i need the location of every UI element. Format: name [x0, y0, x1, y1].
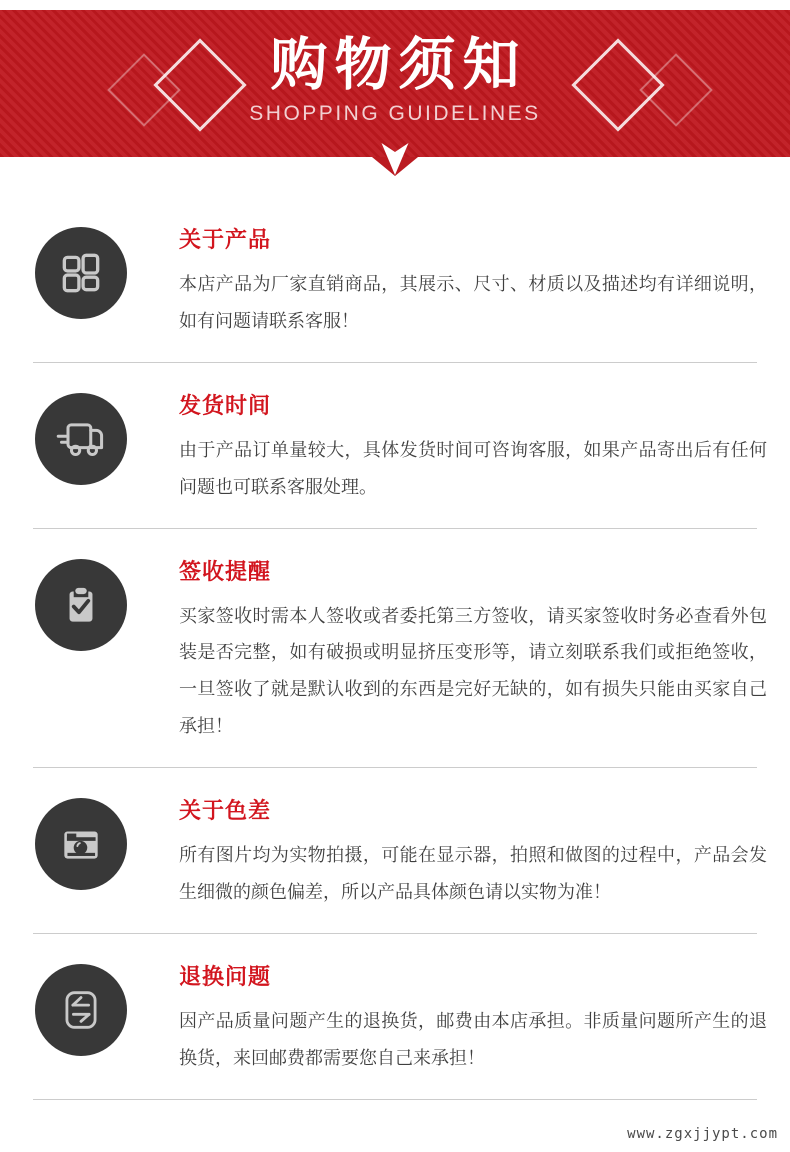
section-content: [179, 792, 767, 911]
section-text: 本店产品为厂家直销商品，其展示、尺寸、材质以及描述均有详细说明，如有问题请联系客服！: [179, 274, 767, 331]
section-shipping-time: [33, 363, 767, 529]
section-title: 退换问题: [179, 963, 272, 989]
page-title: 购物须知: [270, 33, 527, 97]
icon-circle: [35, 393, 127, 485]
section-content: [179, 958, 767, 1077]
section-color-difference: [33, 768, 767, 934]
section-text: 因产品质量问题产生的退换货，邮费由本店承担。非质量问题所产生的退换货，来回邮费都需要您自己来承担！: [179, 1010, 767, 1068]
exchange-icon: [55, 984, 107, 1036]
section-about-product: [33, 177, 767, 363]
section-text: 由于产品订单量较大，具体发货时间可咨询客服，如果产品寄出后有任何问题也可联系客服处理。: [179, 439, 767, 497]
footer: [0, 1100, 790, 1152]
icon-circle: [35, 964, 127, 1056]
page-subtitle: SHOPPING GUIDELINES: [249, 101, 541, 125]
section-receipt-reminder: [33, 529, 767, 769]
delivery-truck-icon: [55, 413, 107, 465]
clipboard-check-icon: [56, 580, 106, 630]
section-content: [179, 553, 767, 746]
header-banner-wrap: [0, 0, 790, 157]
section-returns: [33, 934, 767, 1100]
section-title: 发货时间: [179, 392, 272, 418]
section-content: [179, 387, 767, 506]
down-arrow-icon: [382, 143, 409, 175]
icon-circle: [35, 227, 127, 319]
grid-icon: [56, 248, 106, 298]
section-text: 所有图片均为实物拍摄，可能在显示器，拍照和做图的过程中，产品会发生细微的颜色偏差，所以产品具体颜色请以实物为准！: [179, 845, 767, 903]
section-title: 关于产品: [179, 227, 272, 252]
guidelines-list: [0, 157, 790, 1100]
icon-circle: [35, 798, 127, 890]
icon-circle: [35, 559, 127, 651]
section-text: 买家签收时需本人签收或者委托第三方签收，请买家签收时务必查看外包装是否完整，如有破损或明显挤压变形等，请立刻联系我们或拒绝签收，一旦签收了就是默认收到的东西是完好无缺的，如有损失只能由买家自己承担！: [179, 605, 767, 737]
section-content: [179, 221, 767, 340]
camera-icon: [56, 819, 106, 869]
section-title: 签收提醒: [179, 558, 272, 584]
header-banner: [0, 10, 790, 157]
watermark-url: www.zgxjjypt.com: [627, 1125, 778, 1142]
section-title: 关于色差: [179, 798, 272, 824]
